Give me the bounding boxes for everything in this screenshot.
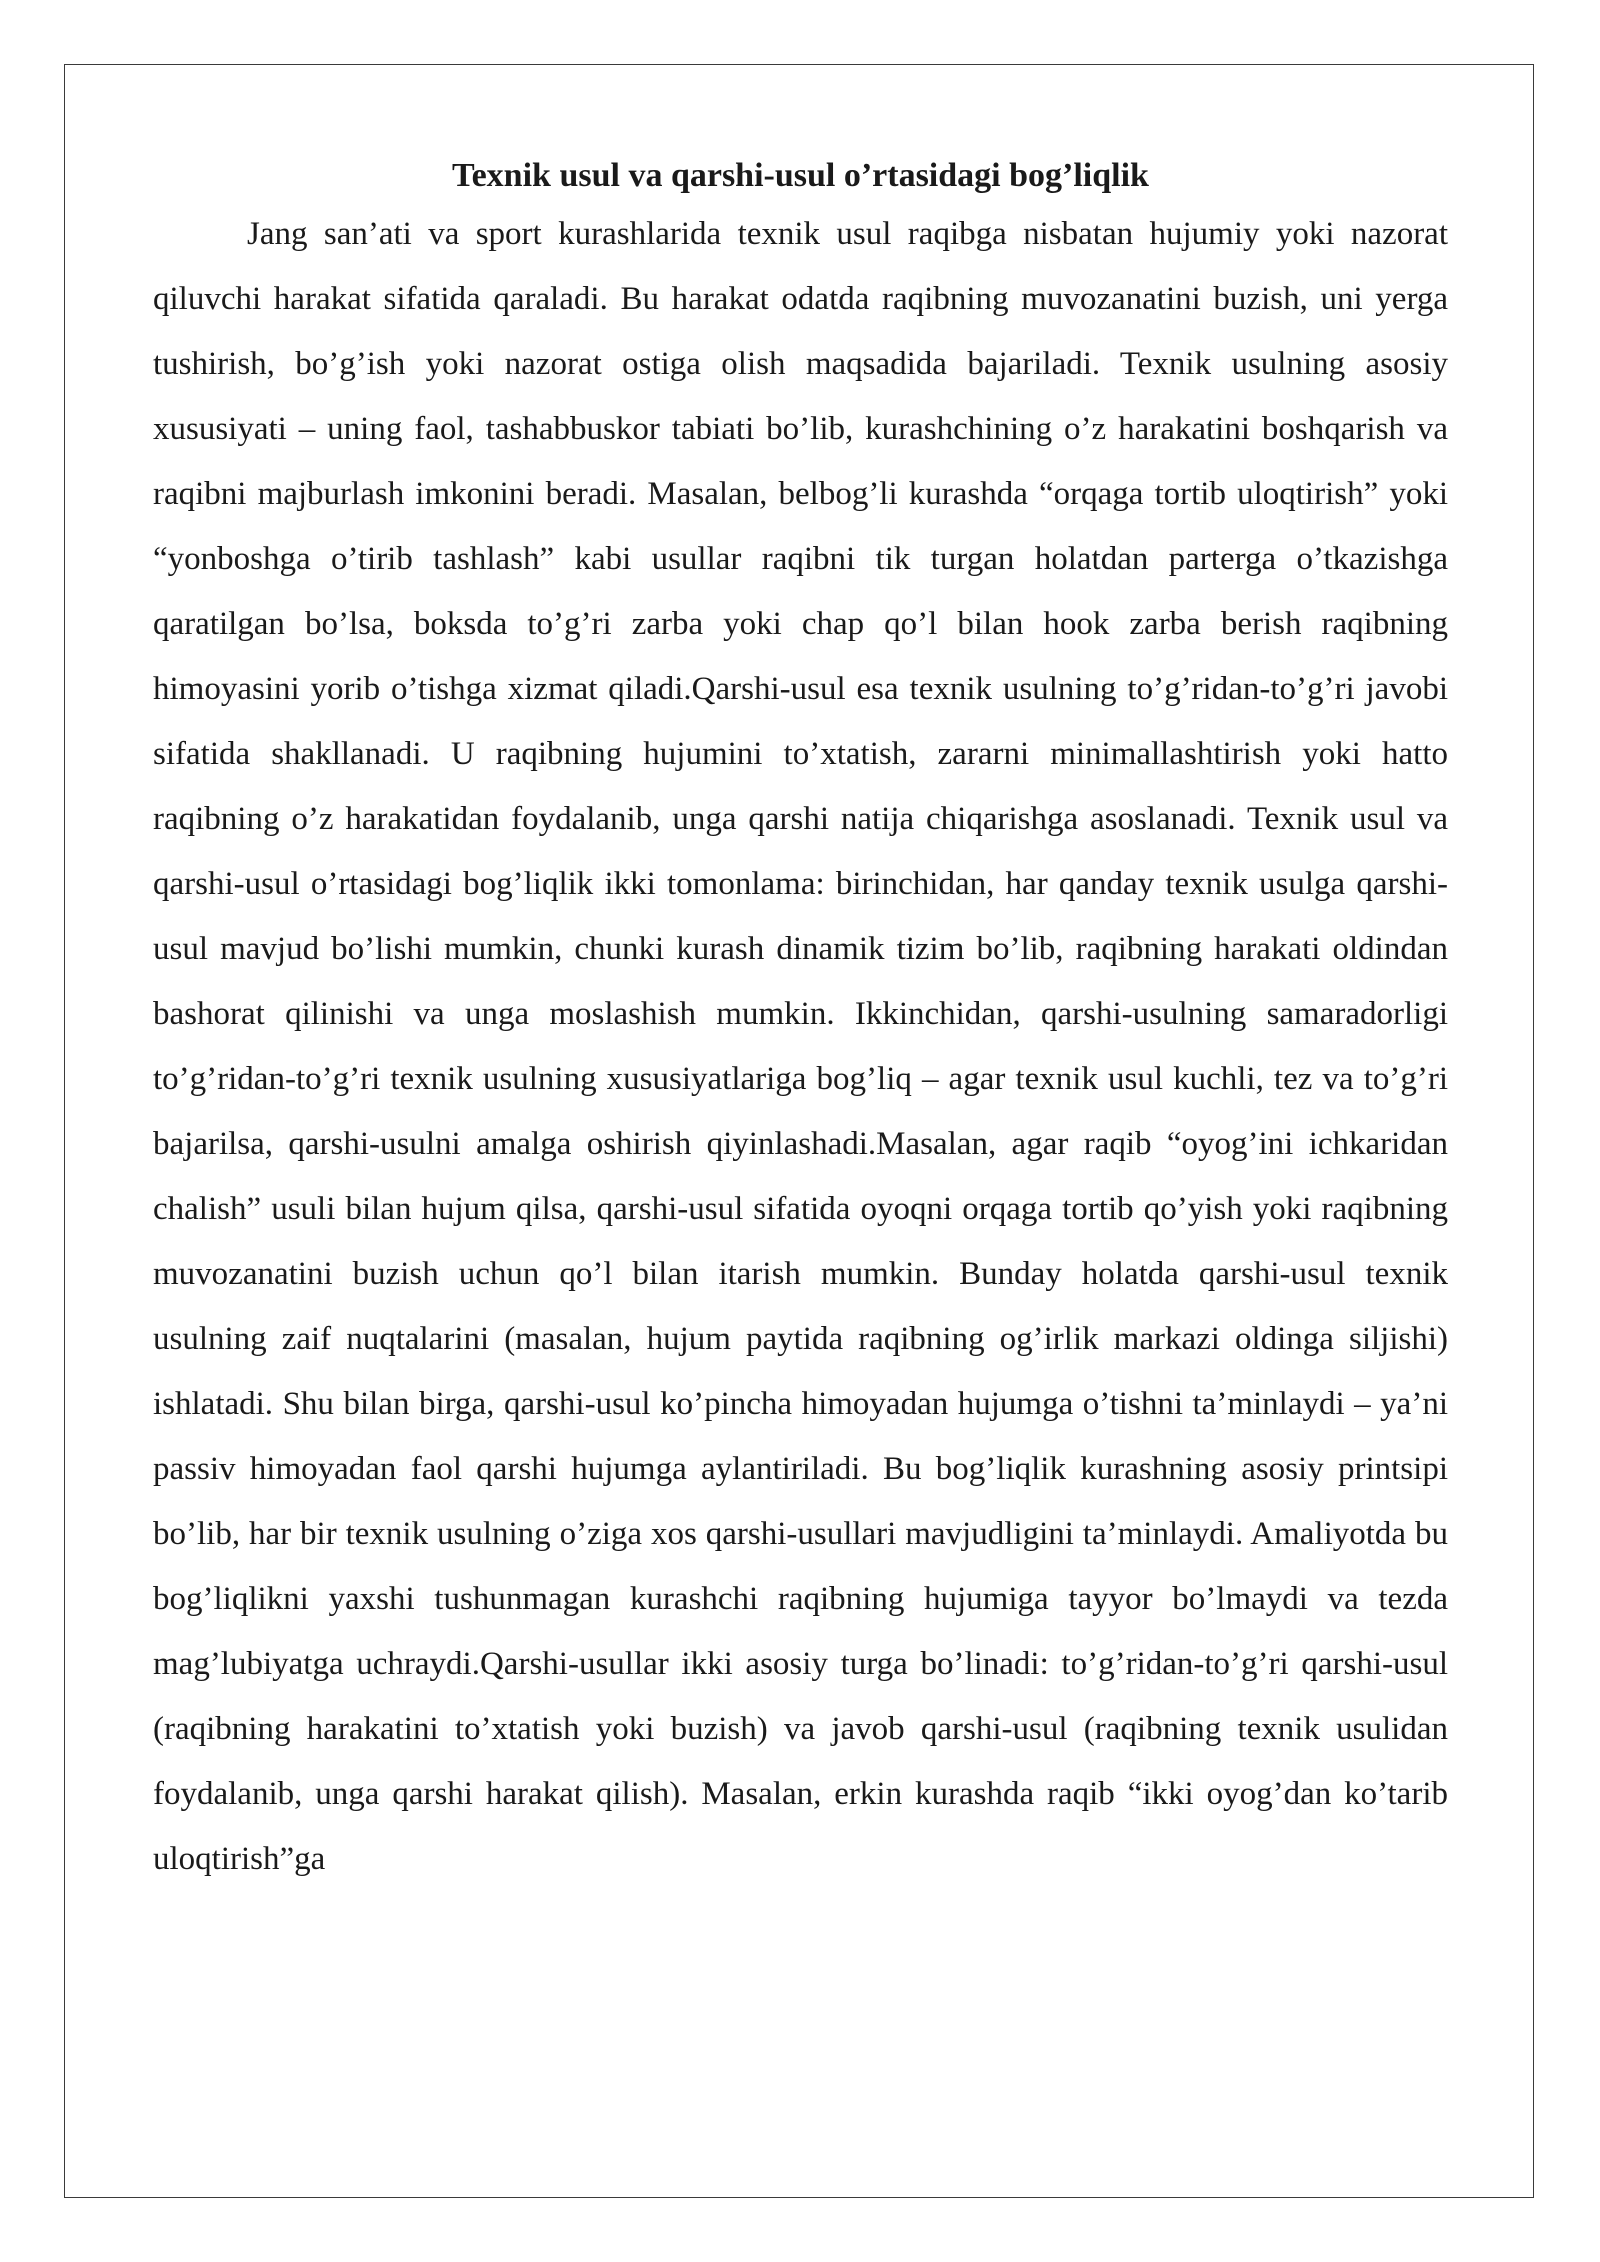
body-paragraph: Jang san’ati va sport kurashlarida texnik usul raqibga nisbatan hujumiy yoki nazorat qiluvchi harakat sifatida qaraladi. Bu harakat odatda raqibning muvozanatini buzish, uni yerga tushirish, bo’g’ish yoki nazorat ostiga olish maqsadida bajariladi. Texnik usulning asosiy xususiyati – uning faol, tashabbuskor tabiati bo’lib, kurashchining o’z harakatini boshqarish va raqibni majburlash imkonini beradi. Masalan, belbog’li kurashda “orqaga tortib uloqtirish” yoki “yonboshga o’tirib tashlash” kabi usullar raqibni tik turgan holatdan parterga o’tkazishga qaratilgan bo’lsa, boksda to’g’ri zarba yoki chap qo’l bilan hook zarba berish raqibning himoyasini yorib o’tishga xizmat qiladi.Qarshi-usul esa texnik usulning to’g’ridan-to’g’ri javobi sifatida shakllanadi. U raqibning hujumini to’xtatish, zararni minimallashtirish yoki hatto raqibning o’z harakatidan foydalanib, unga qarshi natija chiqarishga asoslanadi. Texnik usul va qarshi-usul o’rtasidagi bog’liqlik ikki tomonlama: birinchidan, har qanday texnik usulga qarshi-usul mavjud bo’lishi mumkin, chunki kurash dinamik tizim bo’lib, raqibning harakati oldindan bashorat qilinishi va unga moslashish mumkin. Ikkinchidan, qarshi-usulning samaradorligi to’g’ridan-to’g’ri texnik usulning xususiyatlariga bog’liq – agar texnik usul kuchli, tez va to’g’ri bajarilsa, qarshi-usulni amalga oshirish qiyinlashadi.Masalan, agar raqib “oyog’ini ichkaridan chalish” usuli bilan hujum qilsa, qarshi-usul sifatida oyoqni orqaga tortib qo’yish yoki raqibning muvozanatini buzish uchun qo’l bilan itarish mumkin. Bunday holatda qarshi-usul texnik usulning zaif nuqtalarini (masalan, hujum paytida raqibning og’irlik markazi oldinga siljishi) ishlatadi. Shu bilan birga, qarshi-usul ko’pincha himoyadan hujumga o’tishni ta’minlaydi – ya’ni passiv himoyadan faol qarshi hujumga aylantiriladi. Bu bog’liqlik kurashning asosiy printsipi bo’lib, har bir texnik usulning o’ziga xos qarshi-usullari mavjudligini ta’minlaydi. Amaliyotda bu bog’liqlikni yaxshi tushunmagan kurashchi raqibning hujumiga tayyor bo’lmaydi va tezda mag’lubiyatga uchraydi.Qarshi-usullar ikki asosiy turga bo’linadi: to’g’ridan-to’g’ri qarshi-usul (raqibning harakatini to’xtatish yoki buzish) va javob qarshi-usul (raqibning texnik usulidan foydalanib, unga qarshi harakat qilish). Masalan, erkin kurashda raqib “ikki oyog’dan ko’tarib uloqtirish”ga bbox=[153, 216, 1448, 1877]
document-title: Texnik usul va qarshi-usul o’rtasidagi bog’liqlik bbox=[452, 157, 1149, 194]
document-body bbox=[153, 150, 1448, 1892]
